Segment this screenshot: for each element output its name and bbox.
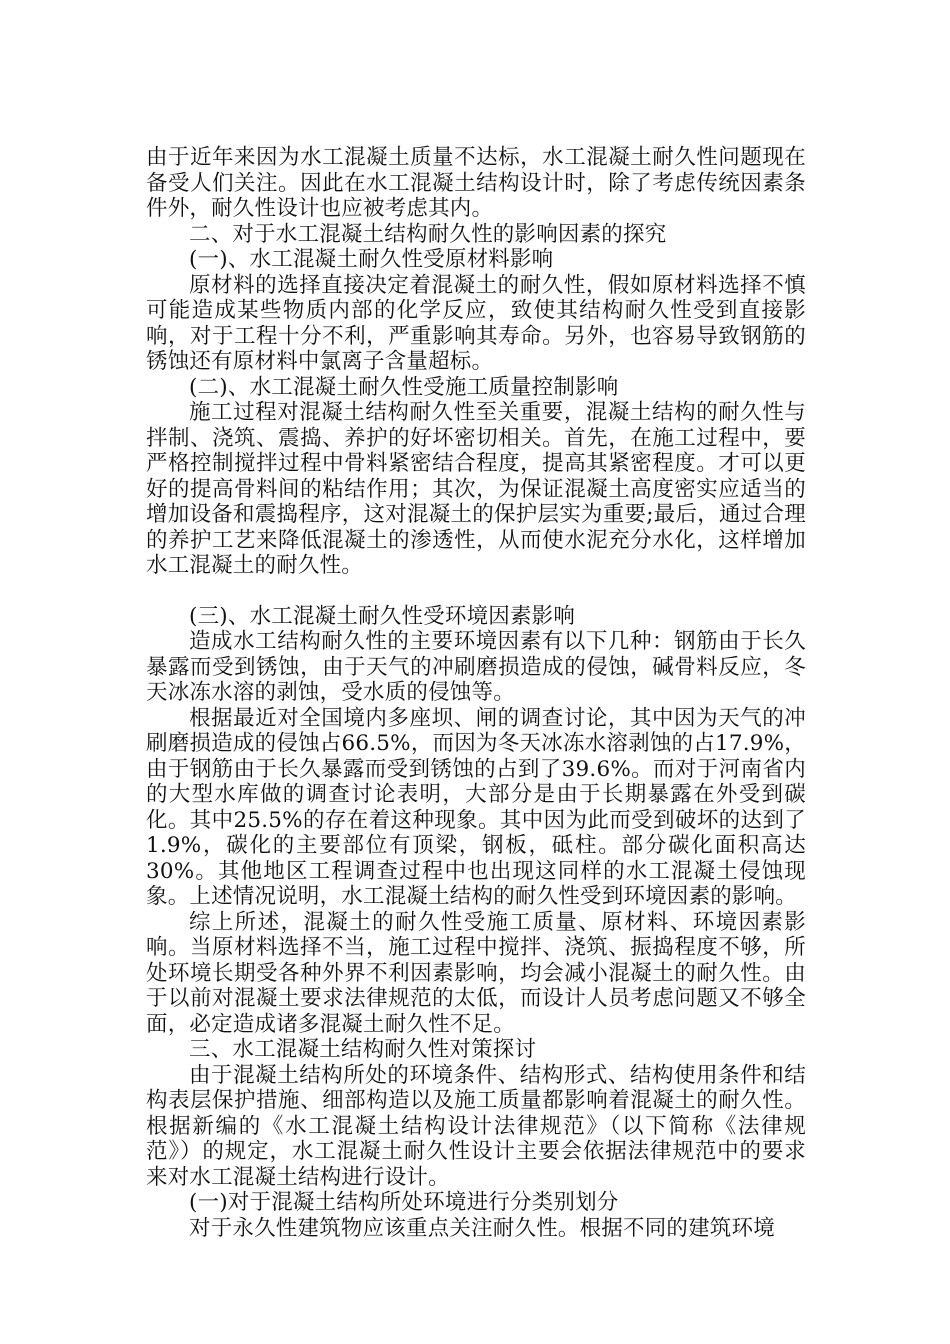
subsection-heading-2-1: (一)、水工混凝土耐久性受原材料影响 <box>189 247 554 272</box>
section-heading-2: 二、对于水工混凝土结构耐久性的影响因素的探究 <box>189 221 667 247</box>
paragraph-environment-factors: 造成水工结构耐久性的主要环境因素有以下几种：钢筋由于长久暴露而受到锈蚀，由于天气的冲刷磨损造成的侵蚀，碱骨料反应，冬天冰冻水溶的剥蚀，受水质的侵蚀等。 <box>146 629 806 705</box>
paragraph-survey-results: 根据最近对全国境内多座坝、闸的调查讨论，其中因为天气的冲刷磨损造成的侵蚀占66.5%，而因为冬天冰冻水溶剥蚀的占17.9%，由于钢筋由于长久暴露而受到锈蚀的占到了39.6%。而对于河南省内的大型水库做的调查讨论表明，大部分是由于长期暴露在外受到碳化。其中25.5%的存在着这种现象。其中因为此而受到破坏的达到了1.9%，碳化的主要部位有顶梁，钢板，砥柱。部分碳化面积高达30%。其他地区工程调查过程中也出现这同样的水工混凝土侵蚀现象。上述情况说明，水工混凝土结构的耐久性受到环境因素的影响。 <box>146 705 806 909</box>
section-heading-3: 三、水工混凝土结构耐久性对策探讨 <box>189 1037 537 1062</box>
paragraph-countermeasures: 由于混凝土结构所处的环境条件、结构形式、结构使用条件和结构表层保护措施、细部构造以及施工质量都影响着混凝土的耐久性。根据新编的《水工混凝土结构设计法律规范》（以下简称《法律规范》）的规定，水工混凝土耐久性设计主要会依据法律规范中的要求来对水工混凝土结构进行设计。 <box>146 1062 806 1190</box>
document-page <box>146 145 806 1241</box>
paragraph-classification: 对于永久性建筑物应该重点关注耐久性。根据不同的建筑环境 <box>189 1215 775 1241</box>
subsection-heading-2-3: (三)、水工混凝土耐久性受环境因素影响 <box>189 603 576 629</box>
paragraph-raw-materials: 原材料的选择直接决定着混凝土的耐久性，假如原材料选择不慎可能造成某些物质内部的化学反应，致使其结构耐久性受到直接影响，对于工程十分不利，严重影响其寿命。另外，也容易导致钢筋的锈蚀还有原材料中氯离子含量超标。 <box>146 272 806 374</box>
subsection-heading-2-2: (二)、水工混凝土耐久性受施工质量控制影响 <box>189 374 619 400</box>
paragraph-summary: 综上所述，混凝土的耐久性受施工质量、原材料、环境因素影响。当原材料选择不当，施工过程中搅拌、浇筑、振捣程度不够，所处环境长期受各种外界不利因素影响，均会减小混凝土的耐久性。由于以前对混凝土要求法律规范的太低，而设计人员考虑问题又不够全面，必定造成诸多混凝土耐久性不足。 <box>146 909 806 1037</box>
paragraph-gap <box>146 579 806 604</box>
subsection-heading-3-1: (一)对于混凝土结构所处环境进行分类别划分 <box>189 1190 619 1215</box>
paragraph-construction-quality: 施工过程对混凝土结构耐久性至关重要，混凝土结构的耐久性与拌制、浇筑、震捣、养护的好坏密切相关。首先，在施工过程中，要严格控制搅拌过程中骨料紧密结合程度，提高其紧密程度。才可以更好的提高骨料间的粘结作用；其次，为保证混凝土高度密实应适当的增加设备和震捣程序，这对混凝土的保护层实为重要;最后，通过合理的养护工艺来降低混凝土的渗透性，从而使水泥充分水化，这样增加水工混凝土的耐久性。 <box>146 400 806 578</box>
paragraph-intro: 由于近年来因为水工混凝土质量不达标，水工混凝土耐久性问题现在备受人们关注。因此在水工混凝土结构设计时，除了考虑传统因素条件外，耐久性设计也应被考虑其内。 <box>146 145 806 221</box>
